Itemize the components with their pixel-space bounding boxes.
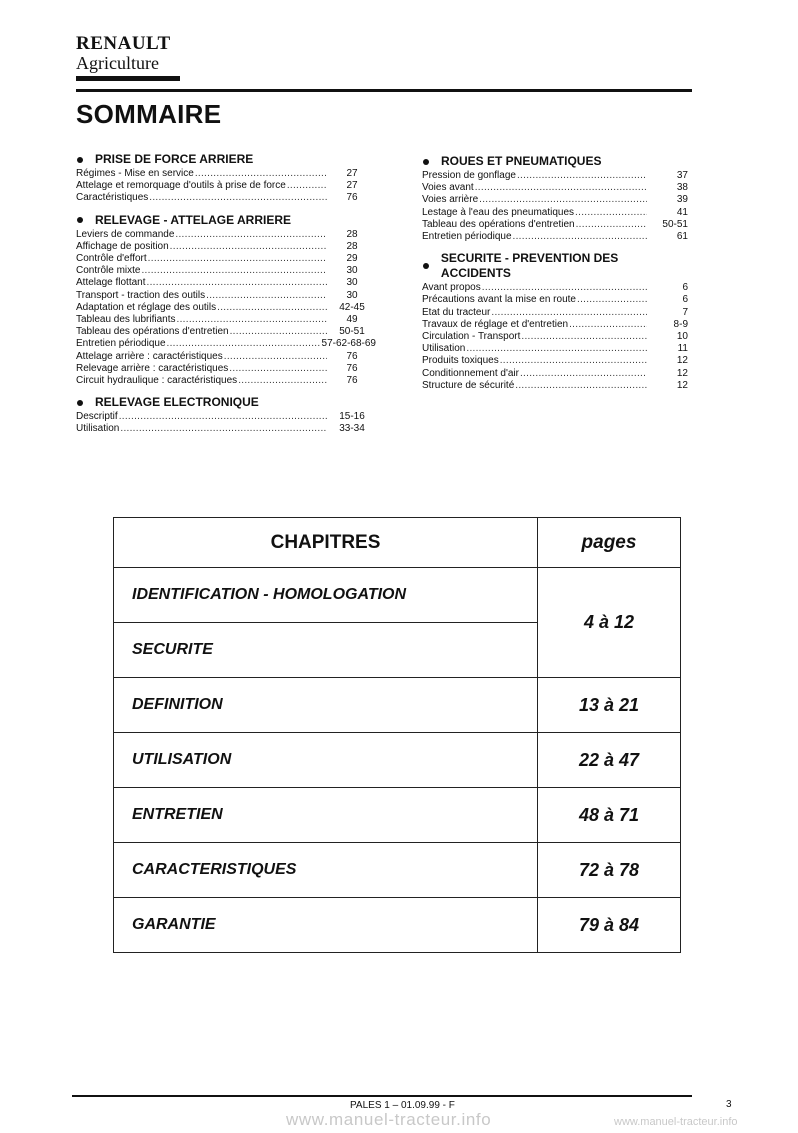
table-row <box>114 843 681 898</box>
toc-entry: Conditionnement d'air ..... 12 <box>422 368 688 380</box>
toc-entry: Circulation - Transport ..... 10 <box>422 331 688 343</box>
toc-entry: Circuit hydraulique : caractéristiques ..... 76 <box>76 375 376 387</box>
bullet-icon <box>423 263 429 269</box>
toc-entry: Caractéristiques ..... 76 <box>76 192 376 204</box>
footer-rule <box>72 1095 692 1097</box>
summary-section <box>422 154 688 243</box>
toc-entry: Contrôle d'effort ..... 29 <box>76 253 376 265</box>
summary-section <box>422 251 688 392</box>
chapter-name: CARACTERISTIQUES <box>114 843 538 898</box>
page-title: SOMMAIRE <box>76 99 222 129</box>
toc-entry: Entretien périodique ..... 61 <box>422 231 688 243</box>
chapter-name: GARANTIE <box>114 898 538 953</box>
toc-entry: Attelage flottant ..... 30 <box>76 277 376 289</box>
section-title: SECURITE - PREVENTION DES ACCIDENTS <box>422 251 688 281</box>
toc-entry: Attelage arrière : caractéristiques ..... 76 <box>76 351 376 363</box>
toc-entry: Utilisation ..... 11 <box>422 343 688 355</box>
chapter-pages: 48 à 71 <box>538 788 681 843</box>
toc-entry: Attelage et remorquage d'outils à prise de force ..... 27 <box>76 180 376 192</box>
toc-entry: Contrôle mixte ..... 30 <box>76 265 376 277</box>
toc-entry: Etat du tracteur ..... 7 <box>422 307 688 319</box>
logo-bar <box>76 76 180 81</box>
chapter-pages: 22 à 47 <box>538 733 681 788</box>
toc-entry: Produits toxiques ..... 12 <box>422 355 688 367</box>
toc-entry: Précautions avant la mise en route ..... 6 <box>422 294 688 306</box>
header-rule <box>76 89 692 92</box>
bullet-icon <box>77 400 83 406</box>
toc-entry: Entretien périodique ..... 57-62-68-69 <box>76 338 376 350</box>
watermark-small: www.manuel-tracteur.info <box>614 1116 738 1128</box>
toc-entry: Tableau des opérations d'entretien ..... 50-51 <box>76 326 376 338</box>
table-row <box>114 898 681 953</box>
toc-entry: Utilisation ..... 33-34 <box>76 423 376 435</box>
toc-entry: Tableau des lubrifiants ..... 49 <box>76 314 376 326</box>
summary-section <box>76 152 376 205</box>
toc-entry: Travaux de réglage et d'entretien ..... 8-9 <box>422 319 688 331</box>
section-title: RELEVAGE ELECTRONIQUE <box>76 395 376 410</box>
bullet-icon <box>423 159 429 165</box>
summary-section <box>76 213 376 388</box>
chapter-name: IDENTIFICATION - HOMOLOGATION <box>114 568 538 623</box>
renault-agriculture-logo <box>76 34 180 81</box>
summary-left-column <box>76 152 376 444</box>
footer-reference: PALES 1 – 01.09.99 - F <box>350 1100 455 1111</box>
summary-section <box>76 395 376 435</box>
toc-entry: Pression de gonflage ..... 37 <box>422 170 688 182</box>
pages-header: pages <box>538 518 681 568</box>
chapters-table <box>113 517 681 953</box>
watermark-main: www.manuel-tracteur.info <box>286 1110 492 1129</box>
chapter-pages: 79 à 84 <box>538 898 681 953</box>
bullet-icon <box>77 157 83 163</box>
chapters-header-row <box>114 518 681 568</box>
chapter-pages: 72 à 78 <box>538 843 681 898</box>
chapter-pages: 4 à 12 <box>538 568 681 678</box>
chapter-name: SECURITE <box>114 623 538 678</box>
bullet-icon <box>77 217 83 223</box>
table-row <box>114 678 681 733</box>
summary-right-column <box>422 154 688 400</box>
table-row <box>114 733 681 788</box>
chapters-header: CHAPITRES <box>114 518 538 568</box>
section-title: PRISE DE FORCE ARRIERE <box>76 152 376 167</box>
table-row <box>114 788 681 843</box>
toc-entry: Leviers de commande ..... 28 <box>76 229 376 241</box>
logo-brand: RENAULT <box>76 33 171 54</box>
chapter-name: ENTRETIEN <box>114 788 538 843</box>
toc-entry: Descriptif ..... 15-16 <box>76 411 376 423</box>
toc-entry: Avant propos ..... 6 <box>422 282 688 294</box>
section-title: RELEVAGE - ATTELAGE ARRIERE <box>76 213 376 228</box>
toc-entry: Adaptation et réglage des outils ..... 42-45 <box>76 302 376 314</box>
chapter-pages: 13 à 21 <box>538 678 681 733</box>
toc-entry: Voies avant ..... 38 <box>422 182 688 194</box>
toc-entry: Transport - traction des outils ..... 30 <box>76 290 376 302</box>
toc-entry: Tableau des opérations d'entretien ..... 50-51 <box>422 219 688 231</box>
toc-entry: Affichage de position ..... 28 <box>76 241 376 253</box>
section-title: ROUES ET PNEUMATIQUES <box>422 154 688 169</box>
table-row <box>114 568 681 623</box>
page-number: 3 <box>726 1099 732 1110</box>
toc-entry: Voies arrière ..... 39 <box>422 194 688 206</box>
toc-entry: Régimes - Mise en service ..... 27 <box>76 168 376 180</box>
chapter-name: UTILISATION <box>114 733 538 788</box>
toc-entry: Relevage arrière : caractéristiques ..... 76 <box>76 363 376 375</box>
toc-entry: Structure de sécurité ..... 12 <box>422 380 688 392</box>
toc-entry: Lestage à l'eau des pneumatiques ..... 41 <box>422 207 688 219</box>
logo-division: Agriculture <box>76 53 159 73</box>
chapter-name: DEFINITION <box>114 678 538 733</box>
